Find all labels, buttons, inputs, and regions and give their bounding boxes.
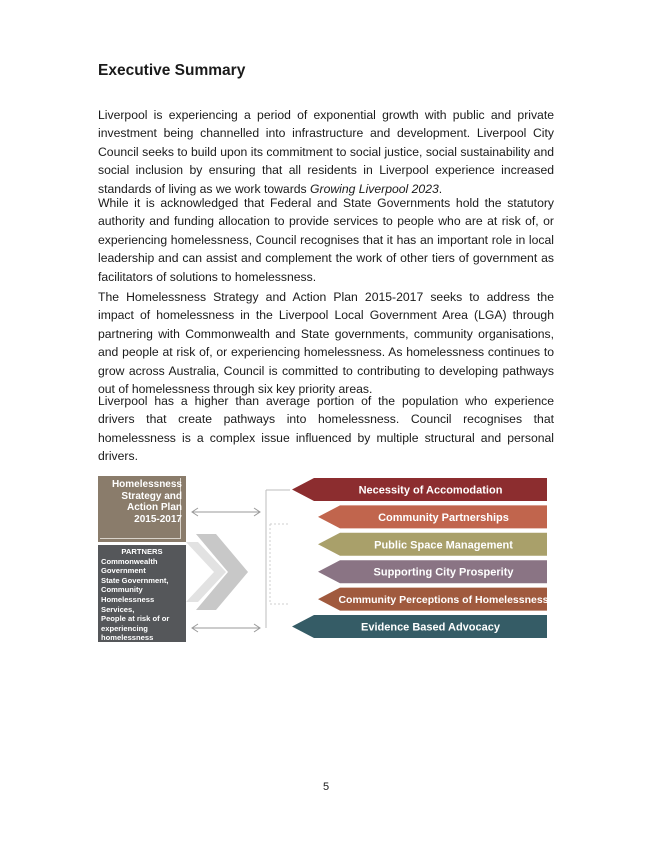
priority-label: Community Perceptions of Homelessness — [338, 594, 549, 607]
paragraph-intro-text: Liverpool is experiencing a period of exponential growth with public and private investment being channelled into infrastructure and development. Liverpool City Council seeks to build upon its commitment to social justice, social sustainability and social inclusion by ensuring that all residents in Liverpool experience increased standards of living as we work towards — [98, 108, 554, 196]
priority-areas-diagram — [98, 476, 550, 646]
priority-label: Supporting City Prosperity — [373, 566, 514, 579]
priority-label: Necessity of Accomodation — [358, 484, 503, 497]
priority-bars — [98, 476, 550, 646]
paragraph-drivers: Liverpool has a higher than average portion of the population who experience drivers that create pathways into homelessness. Council recognises that homelessness is a complex issue influenced by multiple structural and personal drivers. — [98, 394, 554, 464]
priority-label: Evidence Based Advocacy — [361, 621, 500, 634]
document-title-reference: Growing Liverpool 2023 — [310, 181, 439, 196]
paragraph-intro — [98, 106, 554, 198]
priority-label: Community Partnerships — [378, 511, 509, 524]
strategy-line: Action Plan — [126, 502, 182, 513]
strategy-line: Strategy and — [121, 490, 182, 502]
partners-heading: PARTNERS — [121, 547, 163, 556]
strategy-line: 2015-2017 — [134, 513, 182, 525]
page-title: Executive Summary — [98, 62, 246, 79]
partners-list: Commonwealth Government State Government, Community Homelessness Services, People at risk of or experiencing homelessness — [101, 556, 170, 643]
priority-label: Public Space Management — [374, 539, 513, 552]
paragraph-intro-end: . — [438, 181, 443, 196]
paragraph-strategy: The Homelessness Strategy and Action Plan 2015-2017 seeks to address the impact of homelessness in the Liverpool Local Government Area (LGA) through partnering with Commonwealth and State governments, community organisations, and people at risk of, or experiencing homelessness. As homelessness continues to grow across Australia, Council is committed to contributing to developing pathways out of homelessness through six key priority areas. — [98, 290, 554, 397]
paragraph-government-role: While it is acknowledged that Federal and State Governments hold the statutory authority and funding allocation to provide services to people who are at risk of, or experiencing homelessness, Council recognises that it has an important role in local leadership and can assist and complement the work of other tiers of government as facilitators of solutions to homelessness. — [98, 196, 554, 284]
page-number: 5 — [322, 781, 330, 793]
strategy-line: Homelessness — [111, 479, 182, 490]
